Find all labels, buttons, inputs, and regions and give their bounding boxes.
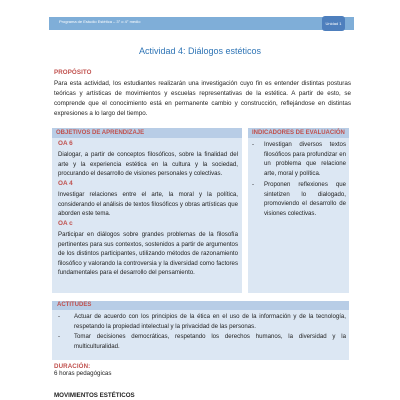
oa-text: Dialogar, a partir de conceptos filosóficos, sobre la finalidad del arte y la experiencia estética en la cultura y la sociedad, procurando el desarrollo de visiones personales y colectivas. — [58, 151, 238, 177]
indicators-heading: INDICADORES DE EVALUACIÓN — [252, 130, 345, 136]
indicator-text: Investigan diversos textos filosóficos para profundizar en un problema que relacione arte, moral y política. — [264, 141, 346, 177]
bullet-dash: - — [58, 333, 61, 340]
attitude-text: Tomar decisiones democráticas, respetando los derechos humanos, la diversidad y la multiculturalidad. — [74, 333, 346, 350]
duration-value: 6 horas pedagógicas — [54, 370, 112, 377]
bullet-dash: - — [58, 313, 61, 320]
objectives-heading: OBJETIVOS DE APRENDIZAJE — [56, 130, 145, 136]
oa-text: Investigar relaciones entre el arte, la moral y la política, considerando el análisis de textos filosóficos y obras artísticas que aborden este tema. — [58, 191, 238, 217]
bullet-dash: - — [252, 141, 255, 148]
attitude-item — [56, 332, 346, 351]
oa-label: OA c — [58, 220, 73, 227]
attitude-text: Actuar de acuerdo con los principios de la ética en el uso de la información y de la tecnología, respetando la propiedad intelectual y la privacidad de las personas. — [74, 313, 346, 330]
unit-label: Unidad 1 — [325, 21, 342, 26]
page-title: Actividad 4: Diálogos estéticos — [138, 46, 262, 56]
purpose-text: Para esta actividad, los estudiantes realizarán una investigación cuyo fin es entender distintas posturas teóricas y artísticas de movimientos y escuelas representativas de la estética. A partir de esto, se comprende que el conocimiento está en permanente cambio y construcción, reflejándose en distintas expresiones a lo largo del tiempo. — [54, 80, 351, 117]
attitudes-heading: ACTITUDES — [57, 302, 92, 308]
oa-label: OA 6 — [58, 140, 73, 147]
bullet-dash: - — [252, 181, 255, 188]
objectives-box — [52, 128, 242, 293]
objectives-header — [52, 128, 242, 138]
movements-heading: MOVIMIENTOS ESTÉTICOS — [54, 392, 135, 399]
attitudes-header — [52, 301, 349, 310]
oa-text: Participar en diálogos sobre grandes problemas de la filosofía pertinentes para sus contextos, sostenidos a partir de argumentos de los distintos participantes, utilizando métodos de razonamiento filosófico y valorando la controversia y la diversidad como factores fundamentales para el desarrollo del pensamiento. — [58, 231, 238, 276]
unit-badge — [322, 16, 345, 31]
indicator-text: Proponen reflexiones que sintetizen lo dialogado, promoviendo el desarrollo de visiones colectivas. — [264, 181, 346, 217]
program-title: Programa de Estudio Estética – 3° o 4° medio — [59, 19, 141, 24]
purpose-heading: PROPÓSITO — [54, 69, 92, 76]
attitudes-box — [52, 301, 349, 360]
indicators-header — [248, 128, 349, 138]
indicator-item — [252, 180, 346, 218]
oa-label: OA 4 — [58, 180, 73, 187]
attitude-item — [56, 312, 346, 331]
indicators-box — [248, 128, 349, 293]
duration-heading: DURACIÓN: — [54, 363, 91, 370]
indicator-item — [252, 140, 346, 178]
